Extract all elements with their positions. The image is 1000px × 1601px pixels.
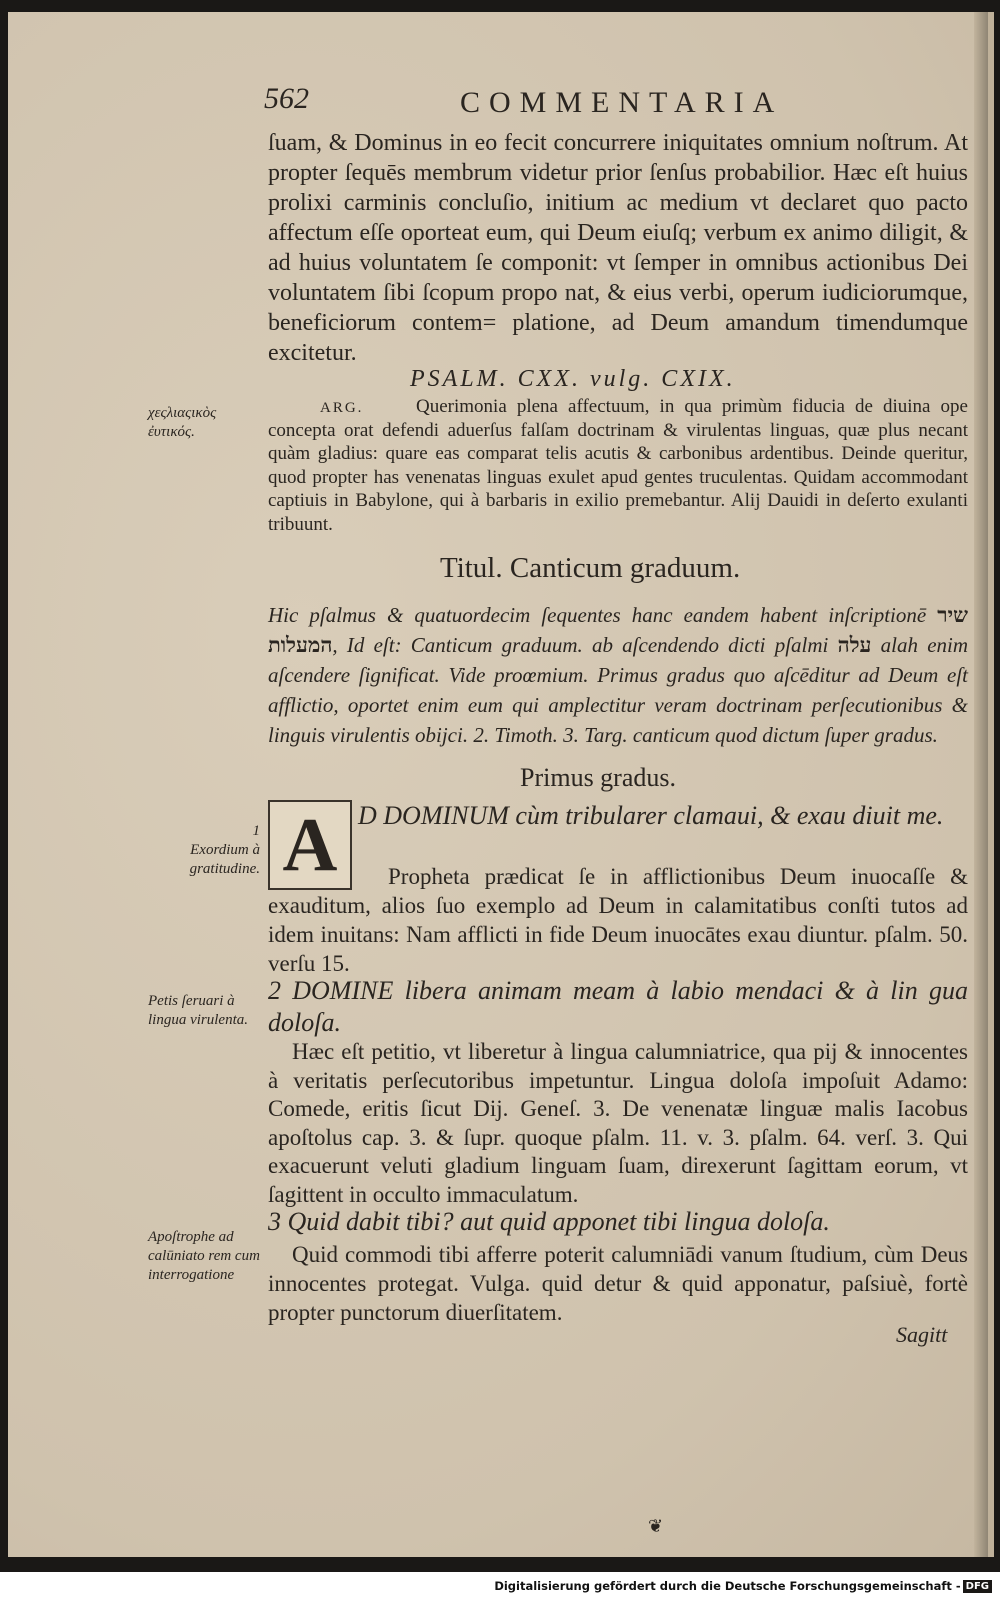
verse-3-text: 3 Quid dabit tibi? aut quid apponet tibi lingua doloſa. bbox=[268, 1207, 830, 1236]
margin-note-exordium bbox=[148, 822, 260, 879]
running-title: COMMENTARIA bbox=[460, 86, 784, 119]
margin-note-greek: χεςλιαςικὸς ἐυτικός. bbox=[148, 405, 217, 440]
hebrew-alah: עלה bbox=[837, 633, 872, 657]
footer-text: Digitalisierung gefördert durch die Deutsche Forschungsgemeinschaft - bbox=[494, 1579, 961, 1593]
psalm-heading: PSALM. CXX. vulg. CXIX. bbox=[410, 366, 736, 392]
titul-text-part-1: Hic pſalmus & quatuordecim ſequentes hanc eandem habent inſcriptionē bbox=[268, 603, 927, 627]
argument-text: Querimonia plena affectuum, in qua primùm fiducia de diuina ope concepta orat defendi aduerſus falſam doctrinam & virulentas linguas, quæ plus necant quàm gladius: quare eas comparat telis acutis & carbonibus ardentibus. Deinde queritur, quod propter has venenatas linguas exulet apud gentes truculentas. Quidam accommodant captiuis in Babylone, qui à barbaris in exilio premebantur. Alij Dauidi in deſerto exulanti tribuunt. bbox=[268, 396, 968, 535]
margin-note-number: 1 bbox=[252, 823, 260, 839]
verse-2-explanation: Hæc eſt petitio, vt liberetur à lingua calumniatrice, qua pij & innocentes à veritatis perſecutoribus impetuntur. Lingua doloſa impoſuit Adamo: Comede, eritis ſicut Dij. Geneſ. 3. De venenatæ linguæ malis Iacobus apoſtolus cap. 3. & ſupr. quoque pſalm. 11. v. 3. pſalm. 64. verſ. 3. Qui exacuerunt veluti gladium linguam ſuam, direxerunt ſagittam eorum, vt ſagittent in occulto immaculatum. bbox=[268, 1039, 968, 1207]
titul-heading: Titul. Canticum graduum. bbox=[440, 552, 741, 584]
verse-1-explanation: Propheta prædicat ſe in afflictionibus Deum inuocaſſe & exauditum, alios ſuo exemplo ad Deum in calamitatibus conſti tutos ad idem inuitans: Nam afflicti in fide Deum inuocātes exau diuntur. pſalm. 50. verſu 15. bbox=[268, 864, 968, 976]
page-number: 562 bbox=[264, 82, 309, 115]
titul-text-part-2: , Id eſt: Canticum graduum. ab aſcendendo dicti pſalmi bbox=[332, 633, 829, 657]
section-heading-primus-gradus: Primus gradus. bbox=[520, 763, 676, 792]
catchword: Sagitt bbox=[896, 1322, 948, 1347]
dfg-logo: DFG bbox=[963, 1580, 992, 1593]
argument-label: ARG. bbox=[320, 400, 364, 416]
margin-note-petis: Petis ſeruari à lingua virulenta. bbox=[148, 993, 248, 1028]
hebrew-inscription: שיר המעלות bbox=[268, 603, 968, 657]
page-edge bbox=[974, 12, 988, 1557]
verse-2-text: 2 DOMINE libera animam meam à labio mendaci & à lin gua doloſa. bbox=[268, 976, 968, 1037]
digitization-footer bbox=[494, 1579, 992, 1593]
verse-1-text: D DOMINUM cùm tribularer clamaui, & exau diuit me. bbox=[358, 801, 944, 830]
titul-text-part-3: alah enim aſcendere ſignificat. Vide proœmium. Primus gradus quo aſcēditur ad Deum eſt afflictio, oportet enim eum qui amplectitur veram doctrinam perſecutionibus & linguis virulentis obijci. 2. Timoth. 3. Targ. canticum quod dictum ſuper gradus. bbox=[268, 633, 969, 747]
titul-text bbox=[268, 600, 968, 750]
margin-note-exordium-text: Exordium à gratitudine. bbox=[189, 842, 260, 877]
intro-paragraph: ſuam, & Dominus in eo fecit concurrere iniquitates omnium noſtrum. At propter ſequēs membrum videtur prior ſenſus probabilior. Hæc eſt huius prolixi carminis concluſio, initium ac medium vt declaret quo pacto affectum eſſe oporteat eum, qui Deum eiuſq; verbum ex animo diligit, & ad huius voluntatem ſe componit: vt ſemper in omnibus actionibus Dei voluntatem ſibi ſcopum propo nat, & eius verbi, operum iudiciorumque, beneficiorum contem= platione, ad Deum amandum timendumque excitetur. bbox=[268, 130, 968, 366]
fleuron-ornament: ❦ bbox=[648, 1516, 664, 1537]
margin-note-apostrophe: Apoſtrophe ad calūniato rem cum interrogatione bbox=[148, 1229, 260, 1283]
verse-3-explanation: Quid commodi tibi afferre poterit calumniādi vanum ſtudium, cùm Deus innocentes protegat. Vulga. quid detur & quid apponatur, paſsiuè, fortè propter punctorum diuerſitatem. bbox=[268, 1242, 968, 1325]
initial-letter: A bbox=[282, 803, 338, 887]
